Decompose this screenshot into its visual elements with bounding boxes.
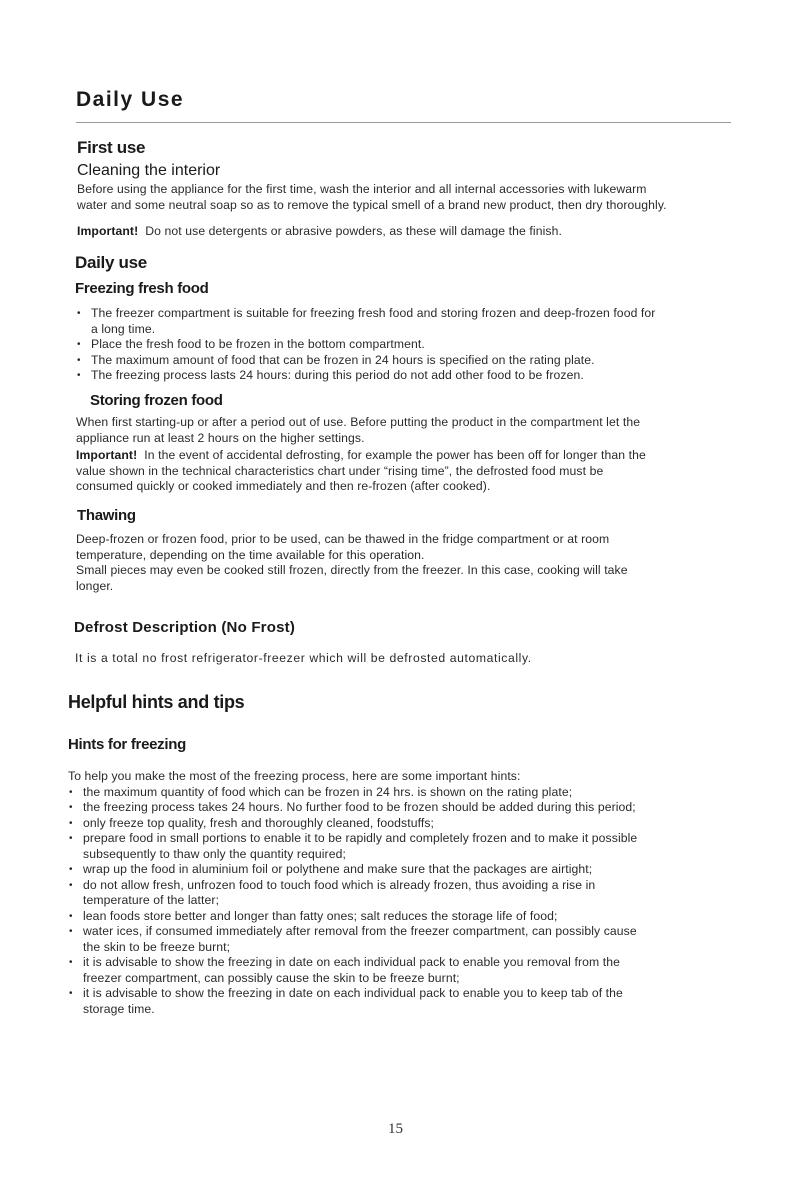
list-item xyxy=(76,368,756,384)
list-item xyxy=(68,909,758,925)
thawing-heading: Thawing xyxy=(77,507,136,524)
list-item xyxy=(68,924,758,955)
storing-important-line: value shown in the technical characteristics chart under “rising time”, the defrosted food must be xyxy=(76,463,604,478)
thawing-line: Small pieces may even be cooked still frozen, directly from the freezer. In this case, cooking will take xyxy=(76,563,628,577)
freezing-fresh-food-list xyxy=(76,306,756,384)
important-label: Important! xyxy=(77,224,139,238)
freezing-fresh-food-heading: Freezing fresh food xyxy=(75,280,209,297)
important-text: Do not use detergents or abrasive powders, as these will damage the finish. xyxy=(145,224,562,238)
important-note xyxy=(77,224,757,240)
list-item xyxy=(68,800,758,816)
list-item-line: • The freezing process lasts 24 hours: during this period do not add other food to be frozen. xyxy=(91,368,584,382)
list-item-line: freezer compartment, can possibly cause the skin to be freeze burnt; xyxy=(83,970,460,985)
list-item xyxy=(68,785,758,801)
hints-list xyxy=(68,785,758,1018)
list-item xyxy=(68,955,758,986)
thawing-paragraph xyxy=(76,532,756,594)
daily-use-heading: Daily use xyxy=(75,253,147,272)
storing-important-text: In the event of accidental defrosting, for example the power has been off for longer than the xyxy=(144,448,646,462)
list-item-line: • prepare food in small portions to enable it to be rapidly and completely frozen and to make it possible xyxy=(83,831,638,845)
first-use-heading: First use xyxy=(77,138,146,157)
list-item-line: • it is advisable to show the freezing in date on each individual pack to enable you to keep tab of the xyxy=(83,986,623,1000)
list-item-line: • lean foods store better and longer than fatty ones; salt reduces the storage life of food; xyxy=(83,908,558,923)
list-item xyxy=(68,862,758,878)
storing-important-line: consumed quickly or cooked immediately and then re-frozen (after cooked). xyxy=(76,479,491,493)
hints-intro: To help you make the most of the freezing process, here are some important hints: xyxy=(68,769,521,783)
cleaning-line: Before using the appliance for the first time, wash the interior and all internal accessories with lukewarm xyxy=(77,182,647,196)
storing-important-line xyxy=(76,448,756,464)
list-item-line: subsequently to thaw only the quantity required; xyxy=(83,846,346,861)
list-item-line: • the freezing process takes 24 hours. No further food to be frozen should be added during this period; xyxy=(83,800,636,814)
list-item xyxy=(76,353,756,369)
list-item-line: temperature of the latter; xyxy=(83,893,220,907)
list-item xyxy=(76,337,756,353)
helpful-hints-heading: Helpful hints and tips xyxy=(68,692,245,712)
defrost-heading: Defrost Description (No Frost) xyxy=(74,619,296,636)
storing-line: appliance run at least 2 hours on the higher settings. xyxy=(76,430,365,445)
list-item xyxy=(68,878,758,909)
list-item-line: • The maximum amount of food that can be frozen in 24 hours is specified on the rating plate. xyxy=(91,352,595,367)
list-item-line: • water ices, if consumed immediately after removal from the freezer compartment, can possibly cause xyxy=(83,924,637,938)
storing-important-note xyxy=(76,448,756,495)
page-title: Daily Use xyxy=(76,88,185,111)
list-item xyxy=(76,306,756,337)
important-label: Important! xyxy=(76,448,138,462)
page-number: 15 xyxy=(388,1121,403,1137)
defrost-text: It is a total no frost refrigerator-freezer which will be defrosted automatically. xyxy=(75,651,532,665)
list-item xyxy=(68,816,758,832)
cleaning-paragraph xyxy=(77,182,757,213)
list-item-line: • only freeze top quality, fresh and thoroughly cleaned, foodstuffs; xyxy=(83,815,435,830)
storing-paragraph xyxy=(76,415,756,446)
list-item-line: • The freezer compartment is suitable for freezing fresh food and storing frozen and deep-frozen food for xyxy=(91,306,656,320)
cleaning-interior-subheading: Cleaning the interior xyxy=(77,162,221,179)
list-item-line: the skin to be freeze burnt; xyxy=(83,939,231,954)
thawing-line: longer. xyxy=(76,578,114,593)
list-item xyxy=(68,986,758,1017)
hints-for-freezing-heading: Hints for freezing xyxy=(68,736,186,753)
list-item-line: • it is advisable to show the freezing in date on each individual pack to enable you removal from the xyxy=(83,955,620,969)
list-item-line: • Place the fresh food to be frozen in the bottom compartment. xyxy=(91,337,425,351)
list-item-line: storage time. xyxy=(83,1001,155,1016)
list-item-line: • wrap up the food in aluminium foil or polythene and make sure that the packages are airtight; xyxy=(83,862,593,876)
title-divider xyxy=(76,122,731,123)
list-item-line: • the maximum quantity of food which can be frozen in 24 hrs. is shown on the rating plate; xyxy=(83,784,573,799)
storing-frozen-food-heading: Storing frozen food xyxy=(90,392,223,409)
storing-line: When first starting-up or after a period out of use. Before putting the product in the compartment let the xyxy=(76,415,641,429)
list-item-line: a long time. xyxy=(91,321,156,336)
list-item xyxy=(68,831,758,862)
thawing-line: temperature, depending on the time available for this operation. xyxy=(76,547,425,562)
thawing-line: Deep-frozen or frozen food, prior to be used, can be thawed in the fridge compartment or at room xyxy=(76,532,610,546)
cleaning-line: water and some neutral soap so as to remove the typical smell of a brand new product, then dry thoroughly. xyxy=(77,197,667,212)
list-item-line: • do not allow fresh, unfrozen food to touch food which is already frozen, thus avoiding a rise in xyxy=(83,877,596,892)
